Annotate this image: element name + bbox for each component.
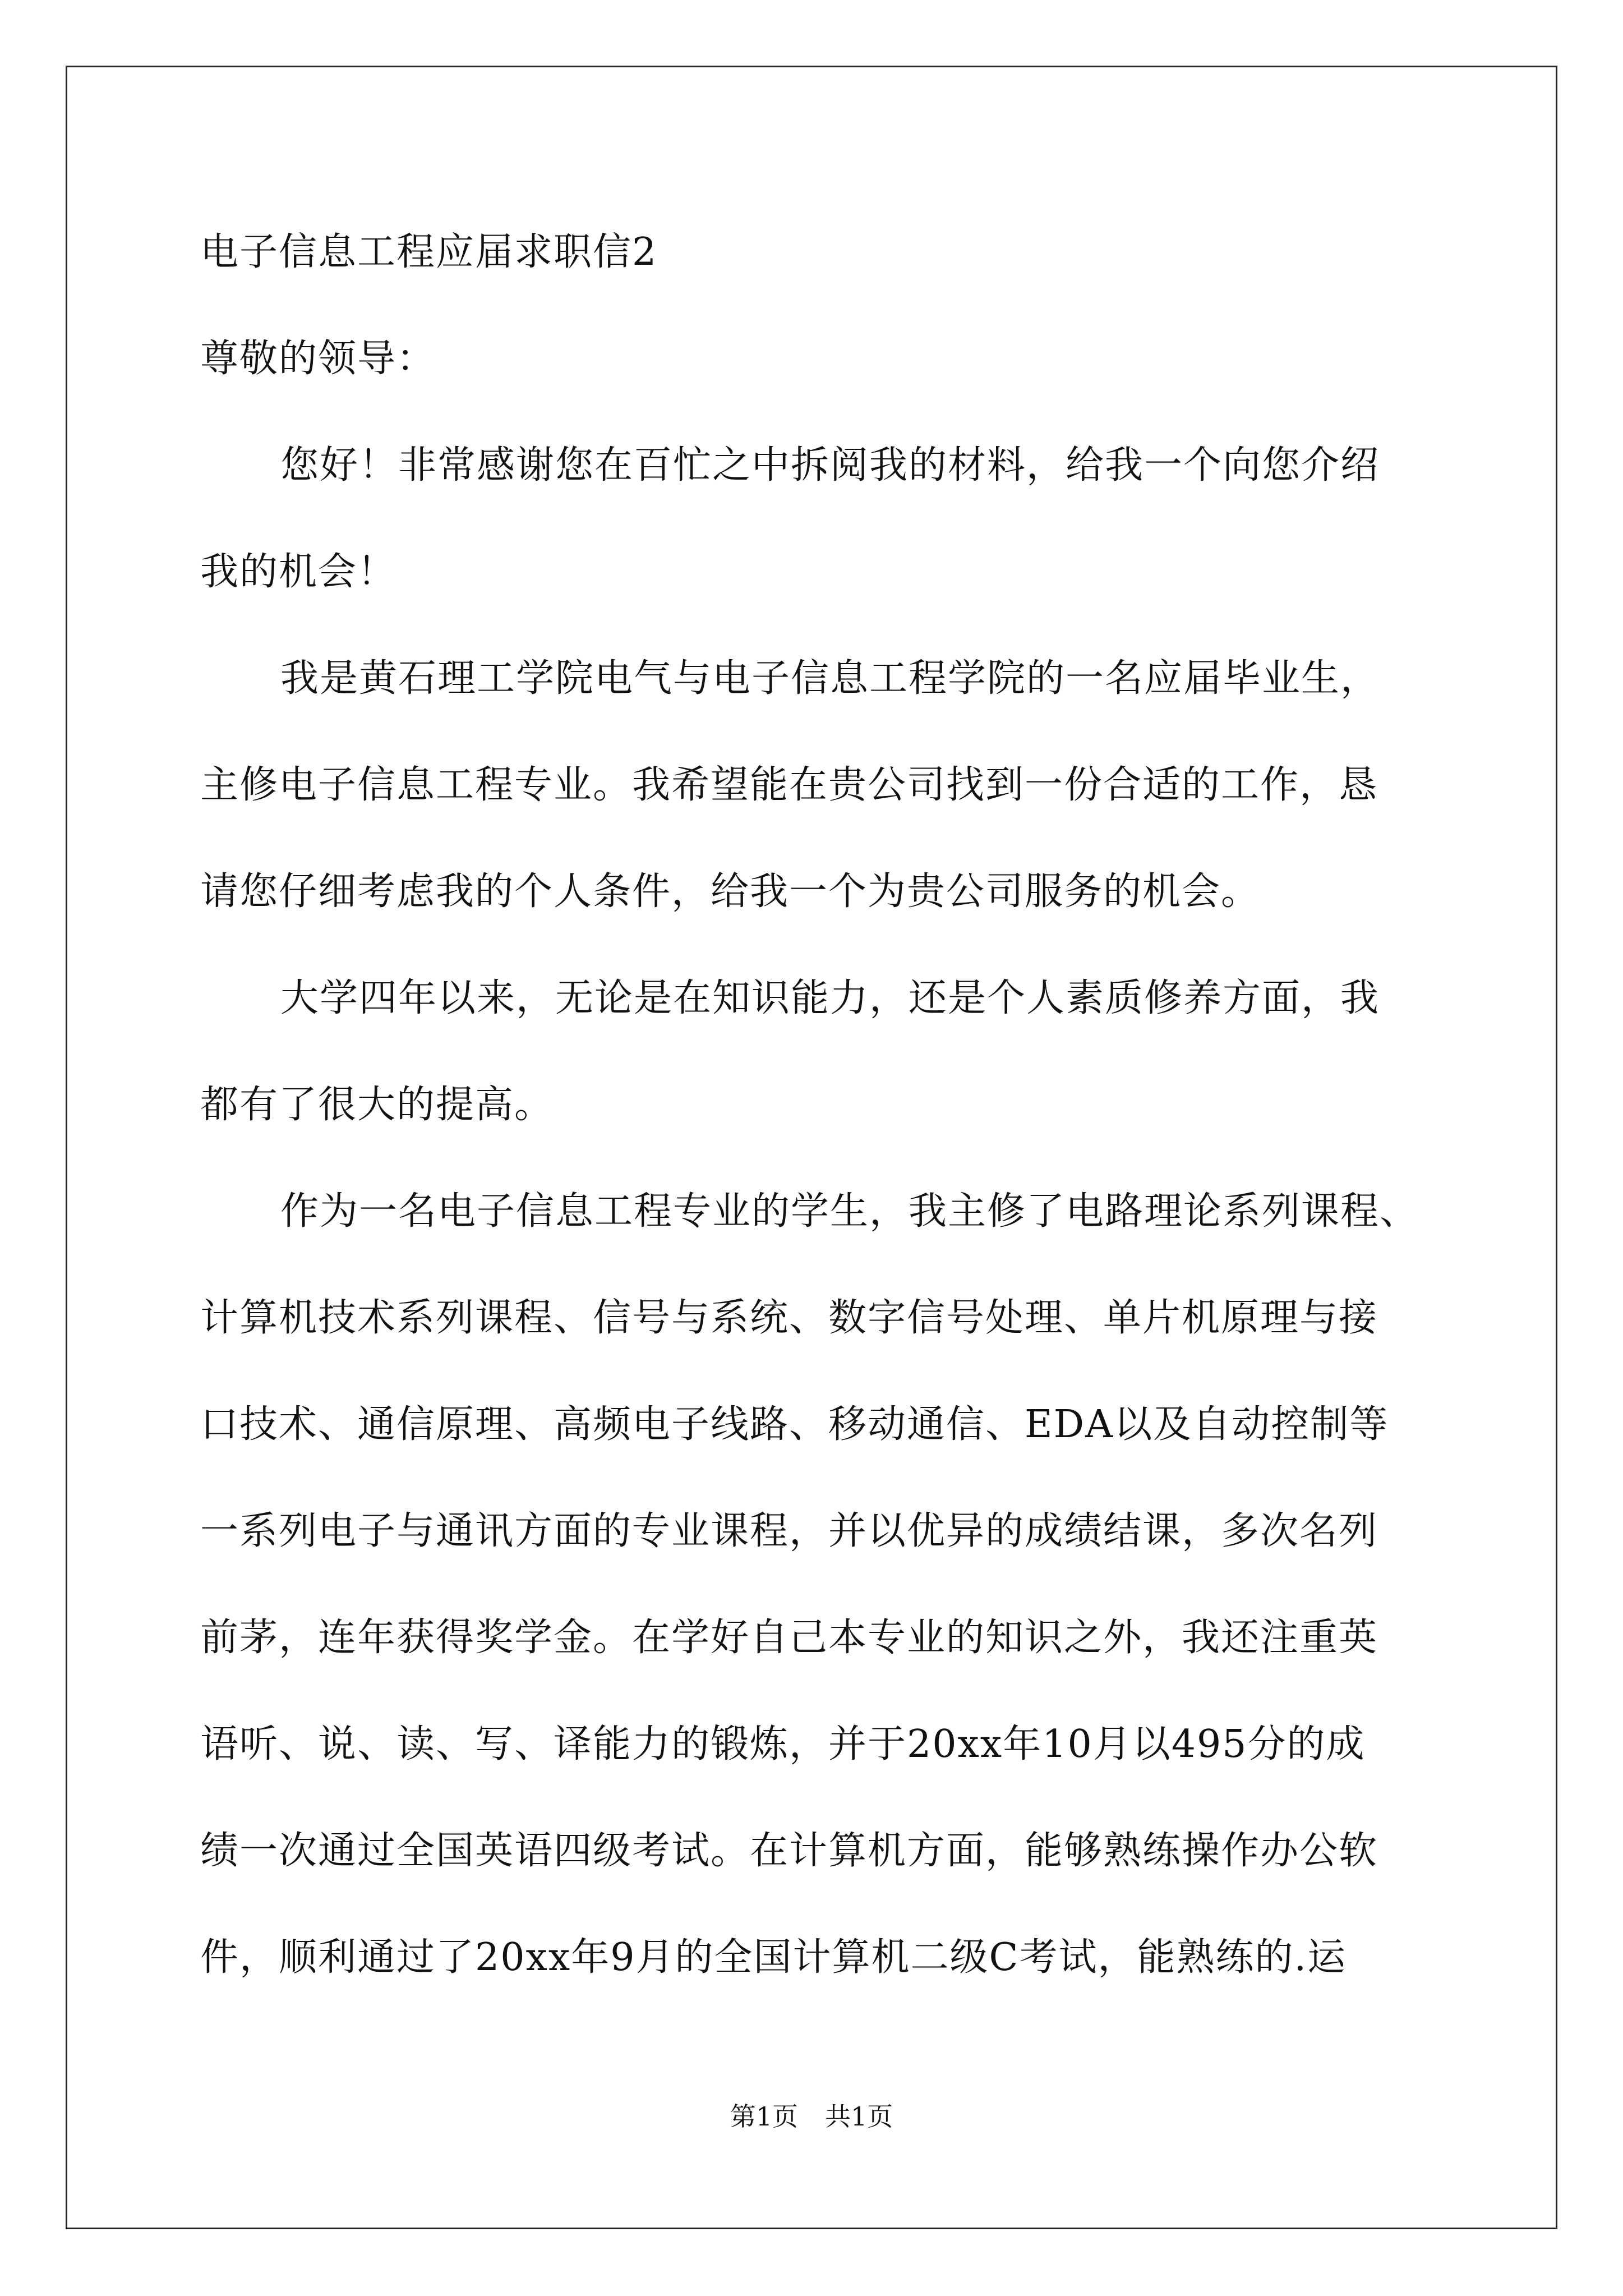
body-line: 您好！非常感谢您在百忙之中拆阅我的材料，给我一个向您介绍 (280, 443, 1380, 487)
letter-salutation: 尊敬的领导： (200, 337, 436, 381)
body-line: 计算机技术系列课程、信号与系统、数字信号处理、单片机原理与接 (200, 1296, 1378, 1340)
body-line: 请您仔细考虑我的个人条件，给我一个为贵公司服务的机会。 (200, 869, 1261, 914)
body-line: 都有了很大的提高。 (200, 1083, 554, 1127)
body-line: 语听、说、读、写、译能力的锻炼，并于20xx年10月以495分的成 (200, 1722, 1366, 1766)
page-border (66, 66, 1557, 2229)
body-line: 前茅，连年获得奖学金。在学好自己本专业的知识之外，我还注重英 (200, 1616, 1378, 1660)
body-line: 大学四年以来，无论是在知识能力，还是个人素质修养方面，我 (280, 976, 1380, 1020)
body-line: 口技术、通信原理、高频电子线路、移动通信、EDA以及自动控制等 (200, 1402, 1389, 1447)
page-number: 第1页 (730, 2101, 798, 2132)
body-line: 绩一次通过全国英语四级考试。在计算机方面，能够熟练操作办公软 (200, 1829, 1378, 1873)
letter-title: 电子信息工程应届求职信2 (200, 230, 658, 274)
body-line: 主修电子信息工程专业。我希望能在贵公司找到一份合适的工作，恳 (200, 763, 1378, 807)
body-line: 我的机会！ (200, 550, 397, 594)
body-line: 一系列电子与通讯方面的专业课程，并以优异的成绩结课，多次名列 (200, 1509, 1378, 1553)
body-line: 件，顺利通过了20xx年9月的全国计算机二级C考试，能熟练的.运 (200, 1935, 1347, 1980)
page-total: 共1页 (825, 2101, 893, 2132)
body-line: 作为一名电子信息工程专业的学生，我主修了电路理论系列课程、 (280, 1189, 1419, 1234)
page-footer (0, 2101, 1623, 2132)
body-line: 我是黄石理工学院电气与电子信息工程学院的一名应届毕业生， (280, 656, 1380, 701)
